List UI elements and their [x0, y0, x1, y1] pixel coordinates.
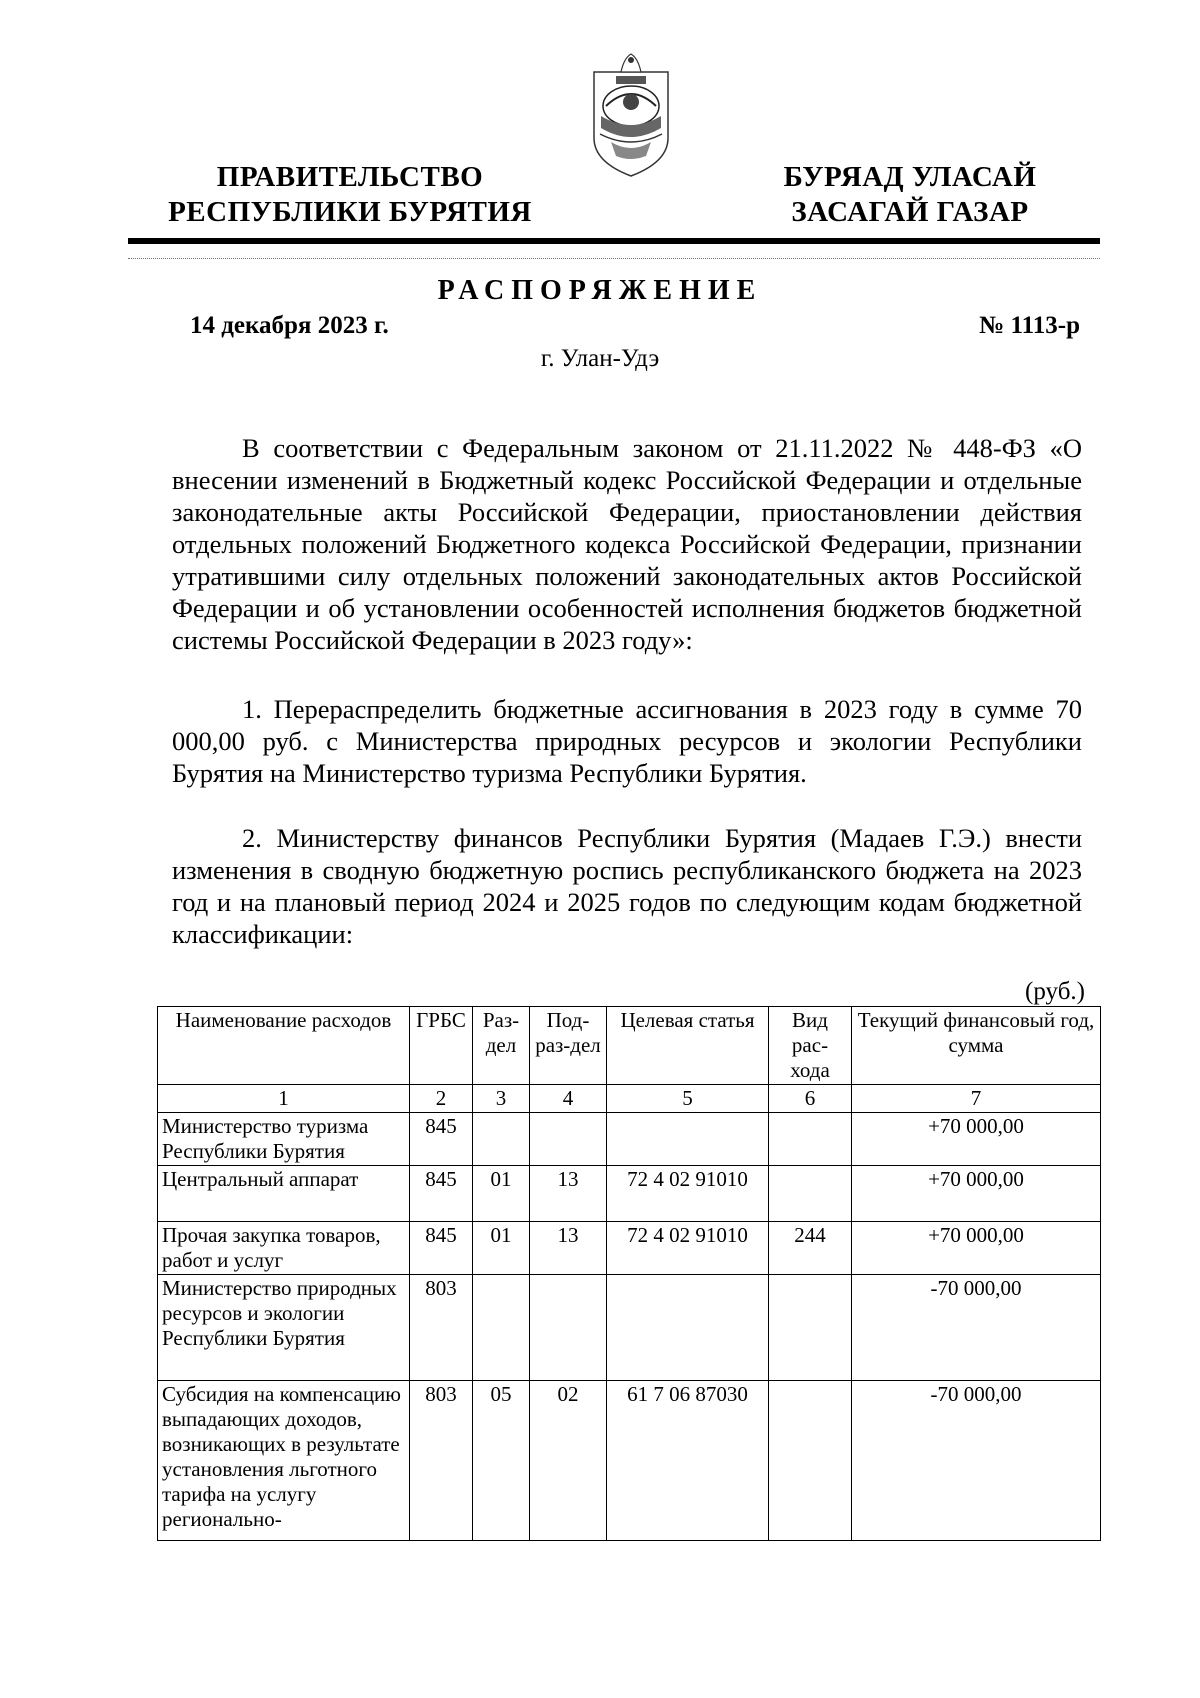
currency-unit: (руб.)	[1025, 978, 1085, 1005]
row-vid	[769, 1275, 852, 1381]
column-number: 2	[410, 1085, 473, 1113]
header-razdel: Раз-дел	[473, 1007, 530, 1085]
row-razdel: 01	[473, 1166, 530, 1222]
coat-of-arms-emblem	[586, 50, 676, 182]
row-vid	[769, 1166, 852, 1222]
table-row	[158, 1222, 1101, 1275]
preamble-paragraph: В соответствии с Федеральным законом от 21.11.2022 № 448-ФЗ «О внесении изменений в Бюджетный кодекс Российской Федерации и отдельные законодательные акты Российской Федерации, приостановлении действия отдельных положений Бюджетного кодекса Российской Федерации, признании утратившими силу отдельных положений законодательных актов Российской Федерации и об установлении особенностей исполнения бюджетов бюджетной системы Российской Федерации в 2023 году»:	[172, 433, 1082, 655]
document-city: г. Улан-Удэ	[540, 345, 660, 372]
row-podrazdel	[530, 1113, 607, 1166]
government-name-line1: ПРАВИТЕЛЬСТВО	[216, 161, 484, 193]
government-name-buryat-line1: БУРЯАД УЛАСАЙ	[783, 161, 1037, 193]
row-podrazdel: 13	[530, 1222, 607, 1275]
government-name-russian	[150, 160, 550, 230]
row-name: Прочая закупка товаров, работ и услуг	[158, 1222, 410, 1275]
government-name-buryat-line2: ЗАСАГАЙ ГАЗАР	[791, 196, 1029, 228]
row-name: Министерство природных ресурсов и экологии Республики Бурятия	[158, 1275, 410, 1381]
table-row	[158, 1381, 1101, 1541]
government-name-line2: РЕСПУБЛИКИ БУРЯТИЯ	[168, 196, 532, 228]
document-title: РАСПОРЯЖЕНИЕ	[437, 275, 763, 306]
header-podrazdel: Под-раз-дел	[530, 1007, 607, 1085]
row-grbs: 803	[410, 1275, 473, 1381]
row-target	[607, 1113, 769, 1166]
row-target: 72 4 02 91010	[607, 1166, 769, 1222]
row-razdel: 01	[473, 1222, 530, 1275]
row-target	[607, 1275, 769, 1381]
government-name-buryat	[720, 160, 1100, 230]
header-amount: Текущий финансовый год, сумма	[852, 1007, 1101, 1085]
row-amount: +70 000,00	[852, 1113, 1101, 1166]
document-date: 14 декабря 2023 г.	[190, 312, 389, 339]
header-divider-thick	[128, 238, 1100, 244]
row-name: Министерство туризма Республики Бурятия	[158, 1113, 410, 1166]
document-number: № 1113-р	[979, 312, 1080, 339]
row-amount: -70 000,00	[852, 1275, 1101, 1381]
item-1-paragraph: 1. Перераспределить бюджетные ассигнования в 2023 году в сумме 70 000,00 руб. с Министерства природных ресурсов и экологии Республики Бурятия на Министерство туризма Республики Бурятия.	[172, 694, 1082, 788]
header-divider-thin	[128, 258, 1100, 259]
column-number: 7	[852, 1085, 1101, 1113]
row-podrazdel: 02	[530, 1381, 607, 1541]
item-2-paragraph: 2. Министерству финансов Республики Бурятия (Мадаев Г.Э.) внести изменения в сводную бюджетную роспись республиканского бюджета на 2023 год и на плановый период 2024 и 2025 годов по следующим кодам бюджетной классификации:	[172, 823, 1082, 949]
row-razdel	[473, 1113, 530, 1166]
row-target: 61 7 06 87030	[607, 1381, 769, 1541]
table-header-row	[158, 1007, 1101, 1085]
header-name: Наименование расходов	[158, 1007, 410, 1085]
row-grbs: 845	[410, 1113, 473, 1166]
column-number: 6	[769, 1085, 852, 1113]
table-row	[158, 1166, 1101, 1222]
row-vid	[769, 1113, 852, 1166]
row-grbs: 803	[410, 1381, 473, 1541]
row-grbs: 845	[410, 1222, 473, 1275]
row-amount: +70 000,00	[852, 1222, 1101, 1275]
row-vid	[769, 1381, 852, 1541]
column-number-row	[158, 1085, 1101, 1113]
row-name: Центральный аппарат	[158, 1166, 410, 1222]
header-vid: Вид рас-хода	[769, 1007, 852, 1085]
row-vid: 244	[769, 1222, 852, 1275]
row-podrazdel	[530, 1275, 607, 1381]
column-number: 1	[158, 1085, 410, 1113]
column-number: 4	[530, 1085, 607, 1113]
table-row	[158, 1113, 1101, 1166]
header-target: Целевая статья	[607, 1007, 769, 1085]
row-amount: -70 000,00	[852, 1381, 1101, 1541]
column-number: 5	[607, 1085, 769, 1113]
row-name: Субсидия на компенсацию выпадающих доходов, возникающих в результате установления льготного тарифа на услугу регионально-	[158, 1381, 410, 1541]
table-row	[158, 1275, 1101, 1381]
row-razdel: 05	[473, 1381, 530, 1541]
row-razdel	[473, 1275, 530, 1381]
column-number: 3	[473, 1085, 530, 1113]
budget-table	[157, 1006, 1101, 1541]
row-amount: +70 000,00	[852, 1166, 1101, 1222]
row-podrazdel: 13	[530, 1166, 607, 1222]
row-target: 72 4 02 91010	[607, 1222, 769, 1275]
row-grbs: 845	[410, 1166, 473, 1222]
header-grbs: ГРБС	[410, 1007, 473, 1085]
